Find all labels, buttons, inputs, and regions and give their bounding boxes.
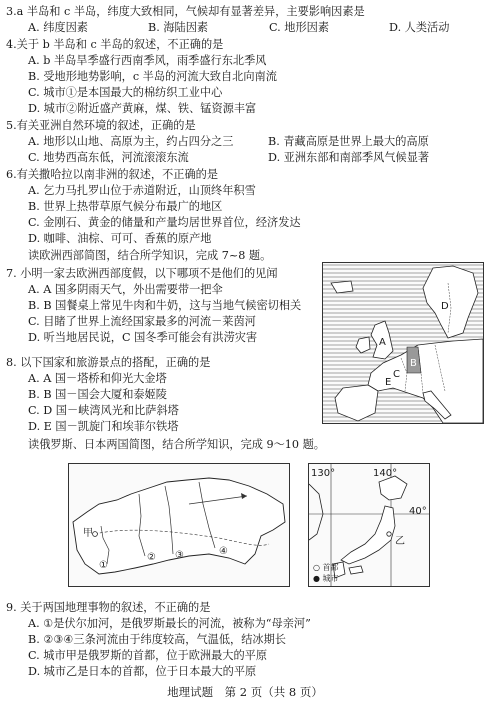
- q4-stem: 4.关于 b 半岛和 c 半岛的叙述，不正确的是: [6, 38, 224, 51]
- q9-option-c: C. 城市甲是俄罗斯的首都，位于欧洲最大的平原: [28, 649, 268, 662]
- q5-option-b: B. 青藏高原是世界上最大的高原: [268, 135, 429, 148]
- q4-option-a: A. b 半岛旱季盛行西南季风，雨季盛行东北季风: [28, 54, 267, 67]
- russia-label-4: ④: [219, 546, 228, 557]
- q5-option-c: C. 地势西高东低，河流滚滚东流: [28, 151, 189, 164]
- q6-option-b: B. 世界上热带草原气候分布最广的地区: [28, 200, 223, 213]
- q5-option-a: A. 地形以山地、高原为主，约占四分之三: [28, 135, 234, 148]
- q7-stem: 7. 小明一家去欧洲西部度假，以下哪项不是他们的见闻: [6, 267, 278, 280]
- russia-label-jia: 甲: [83, 528, 93, 539]
- q9-stem: 9. 关于两国地理事物的叙述，不正确的是: [6, 601, 211, 614]
- japan-map: [308, 463, 430, 587]
- europe-map: [322, 262, 484, 424]
- japan-lon-140: 140°: [373, 468, 398, 479]
- q3-options: [28, 20, 488, 36]
- q3-option-b: B. 海陆因素: [148, 21, 209, 34]
- q8-option-b: B. B 国－国会大厦和泰姬陵: [28, 388, 167, 401]
- q4-option-c: C. 城市①是本国最大的棉纺织工业中心: [28, 86, 223, 99]
- q6-option-c: C. 金刚石、黄金的储量和产量均居世界首位，经济发达: [28, 216, 301, 229]
- q9-option-b: B. ②③④三条河流由于纬度较高，气温低，结冰期长: [28, 633, 286, 646]
- q9-option-d: D. 城市乙是日本的首都，位于日本最大的平原: [28, 665, 257, 678]
- page-footer: 地理试题 第 2 页（共 8 页）: [167, 685, 323, 699]
- russia-label-2: ②: [147, 552, 156, 563]
- russia-map: [68, 463, 290, 587]
- q3-option-a: A. 纬度因素: [28, 21, 88, 34]
- q3-option-c: C. 地形因素: [269, 21, 330, 34]
- q8-option-d: D. E 国－凯旋门和埃菲尔铁塔: [28, 420, 179, 433]
- japan-legend-capital: ○ 首都: [313, 563, 339, 572]
- q7-option-a: A. A 国多阴雨天气，外出需要带一把伞: [28, 283, 223, 296]
- europe-label-b: B: [410, 358, 417, 369]
- russia-label-3: ③: [175, 550, 184, 561]
- shikoku-landmass: [349, 566, 363, 574]
- q4-option-d: D. 城市②附近盛产黄麻，煤、铁、锰资源丰富: [28, 102, 257, 115]
- russia-label-1: ①: [99, 560, 108, 571]
- japan-lat-40: 40°: [409, 506, 427, 517]
- q8-option-c: C. D 国－峡湾风光和比萨斜塔: [28, 404, 179, 417]
- q8-stem: 8. 以下国家和旅游景点的搭配，正确的是: [6, 356, 211, 369]
- q7-option-d: D. 听当地居民说，C 国冬季可能会有洪涝灾害: [28, 331, 258, 344]
- q6-option-d: D. 咖啡、油棕、可可、香蕉的原产地: [28, 232, 212, 245]
- q3-option-d: D. 人类活动: [389, 21, 450, 34]
- europe-label-a: A: [379, 337, 386, 348]
- city-jia-marker: [93, 532, 98, 537]
- europe-label-d: D: [441, 301, 449, 312]
- q7-option-b: B. B 国餐桌上常见牛肉和牛奶，这与当地气候密切相关: [28, 299, 302, 312]
- intro-9-10: 读俄罗斯、日本两国简图，结合所学知识，完成 9～10 题。: [28, 438, 325, 451]
- europe-label-c: C: [393, 369, 400, 380]
- japan-lon-130: 130°: [311, 468, 336, 479]
- europe-map-svg: [323, 263, 483, 423]
- q5-stem: 5.有关亚洲自然环境的叙述，正确的是: [6, 119, 196, 132]
- q5-option-d: D. 亚洲东部和南部季风气候显著: [268, 151, 430, 164]
- city-yi-marker: [387, 532, 391, 536]
- japan-city-yi: 乙: [395, 536, 405, 547]
- q7-option-c: C. 目睹了世界上流经国家最多的河流－莱茵河: [28, 315, 256, 328]
- europe-label-e: E: [385, 377, 392, 388]
- q4-option-b: B. 受地形地势影响，c 半岛的河流大致自北向南流: [28, 70, 277, 83]
- q6-stem: 6.有关撒哈拉以南非洲的叙述，不正确的是: [6, 168, 219, 181]
- q3-stem: 3.a 半岛和 c 半岛，纬度大致相同，气候却有显著差异，主要影响因素是: [6, 5, 365, 18]
- q6-option-a: A. 乞力马扎罗山位于赤道附近，山顶终年积雪: [28, 184, 256, 197]
- intro-7-8: 读欧洲西部简图，结合所学知识，完成 7~8 题。: [28, 249, 272, 262]
- japan-legend-city: ● 城市: [313, 574, 339, 583]
- q8-option-a: A. A 国－塔桥和仰光大金塔: [28, 372, 167, 385]
- q9-option-a: A. ①是伏尔加河，是俄罗斯最长的河流，被称为“母亲河”: [28, 617, 311, 630]
- asia-coast: [309, 484, 323, 540]
